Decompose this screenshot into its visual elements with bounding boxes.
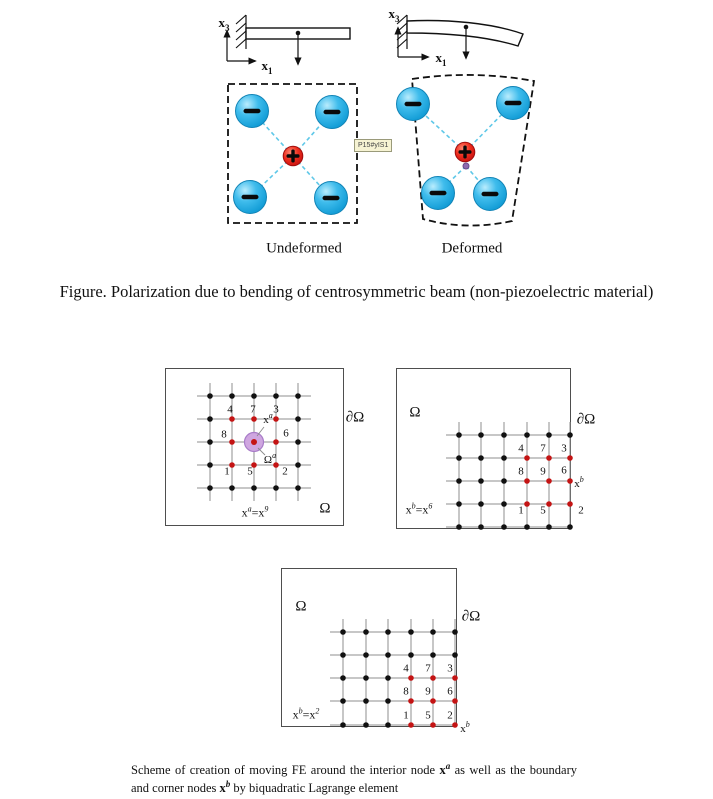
node-number-6: 6 (447, 685, 453, 698)
caption-text: Scheme of creation of moving FE around the interior node (131, 762, 440, 777)
moving-element-overlay (166, 369, 343, 525)
grid-node (524, 524, 530, 530)
active-node (567, 501, 573, 507)
node-number-6: 6 (561, 464, 567, 477)
node-number-7: 7 (425, 662, 431, 675)
grid-node (546, 524, 552, 530)
node-number-2: 2 (578, 504, 584, 517)
grid-node (363, 675, 369, 681)
grid-node (385, 722, 391, 728)
eq-sup: a (247, 504, 252, 514)
node-number-9: 9 (425, 685, 431, 698)
domain-label: Ω (409, 404, 421, 421)
grid-node (363, 698, 369, 704)
grid-node (501, 432, 507, 438)
axis-base: x (261, 58, 268, 74)
grid-node (501, 455, 507, 461)
grid-node (430, 652, 436, 658)
grid-node (524, 432, 530, 438)
eq-sup: 6 (428, 501, 433, 511)
eq-mid: =x (251, 505, 265, 520)
caption-text: as well as the boundary and corner nodes (131, 762, 577, 796)
grid-node (408, 652, 414, 658)
active-node (546, 501, 552, 507)
interior-node-label (263, 412, 273, 426)
grid-node (385, 698, 391, 704)
element-domain-label (264, 452, 276, 466)
fe-diagram-corner (281, 568, 481, 735)
active-node (408, 675, 414, 681)
grid-node (567, 524, 573, 530)
boundary-label (346, 411, 365, 426)
boundary-node-label (574, 476, 584, 490)
symbol-base: x (439, 762, 446, 777)
active-node (251, 439, 257, 445)
omega-symbol: Ω (353, 409, 365, 426)
grid-node (567, 432, 573, 438)
axis-sub: 1 (442, 57, 447, 68)
label-base: x (263, 413, 269, 426)
omega-symbol: Ω (584, 411, 596, 428)
grid-node (456, 478, 462, 484)
grid-node (340, 629, 346, 635)
node-number-5: 5 (425, 709, 431, 722)
partial-symbol: ∂ (345, 409, 354, 426)
label-sup: a (272, 451, 277, 461)
grid-node (430, 629, 436, 635)
grid-node (452, 629, 458, 635)
fe-diagram-interior (165, 368, 365, 526)
eq-sup: b (411, 501, 416, 511)
axis-sub: 1 (268, 65, 273, 76)
label-base: x (574, 477, 580, 490)
axis-base: x (388, 6, 395, 22)
interior-node-symbol (439, 760, 451, 777)
eq-base: x (241, 505, 248, 520)
node-number-4: 4 (518, 442, 524, 455)
eq-sup: b (298, 706, 303, 716)
node-number-1: 1 (224, 465, 230, 478)
active-node (567, 455, 573, 461)
boundary-node-symbol (220, 781, 231, 795)
active-node (452, 675, 458, 681)
grid-node (408, 629, 414, 635)
node-equation (293, 708, 320, 721)
grid-node (501, 478, 507, 484)
node-number-6: 6 (283, 427, 289, 440)
active-node (546, 478, 552, 484)
fe-scheme-caption (131, 759, 577, 796)
domain-label: Ω (319, 500, 331, 517)
node-equation (242, 506, 269, 519)
label-base: x (460, 722, 466, 735)
grid-node (478, 501, 484, 507)
node-number-4: 4 (403, 662, 409, 675)
active-node (524, 501, 530, 507)
grid-node (340, 675, 346, 681)
grid-node (478, 524, 484, 530)
active-node (430, 722, 436, 728)
partial-symbol: ∂ (461, 608, 470, 625)
fe-diagram-boundary (396, 368, 596, 529)
node-number-2: 2 (447, 709, 453, 722)
node-number-8: 8 (221, 428, 227, 441)
grid-node (456, 501, 462, 507)
label-sup: b (579, 475, 584, 485)
active-node (452, 698, 458, 704)
grid-node (340, 722, 346, 728)
grid-node (501, 501, 507, 507)
grid-node (363, 722, 369, 728)
boundary-label (462, 610, 481, 625)
eq-sup: 9 (264, 504, 269, 514)
active-node (524, 455, 530, 461)
node-number-8: 8 (518, 465, 524, 478)
active-node (452, 722, 458, 728)
label-sup: a (268, 411, 273, 421)
node-number-3: 3 (447, 662, 453, 675)
grid-node (546, 432, 552, 438)
grid-node (385, 629, 391, 635)
grid-node (456, 524, 462, 530)
domain-label: Ω (295, 598, 307, 615)
node-equation (406, 503, 433, 516)
axis-base: x (435, 50, 442, 66)
node-number-9: 9 (540, 465, 546, 478)
active-node (430, 698, 436, 704)
partial-symbol: ∂ (576, 411, 585, 428)
node-number-7: 7 (540, 442, 546, 455)
boundary-label (577, 413, 596, 428)
undeformed-label: Undeformed (266, 240, 342, 257)
grid-node (385, 652, 391, 658)
eq-mid: =x (302, 707, 316, 722)
figure-caption: Figure. Polarization due to bending of centrosymmetric beam (non-piezoelectric material) (59, 282, 654, 301)
corner-node-label (460, 721, 470, 735)
grid-node (478, 455, 484, 461)
symbol-sup: b (225, 779, 231, 790)
grid-node (456, 455, 462, 461)
node-number-3: 3 (561, 442, 567, 455)
grid-node (478, 478, 484, 484)
label-sup: b (465, 720, 470, 730)
active-node (546, 455, 552, 461)
grid-node (385, 675, 391, 681)
symbol-base: x (219, 781, 226, 796)
grid-node (363, 652, 369, 658)
node-number-5: 5 (540, 504, 546, 517)
grid-node (340, 652, 346, 658)
annotation-tag: P15#yIS1 (354, 139, 392, 152)
node-number-1: 1 (518, 504, 524, 517)
active-node (524, 478, 530, 484)
grid-node (363, 629, 369, 635)
caption-text: by biquadratic Lagrange element (230, 781, 399, 796)
axis-base: x (218, 15, 225, 31)
label-base: Ω (263, 453, 273, 466)
grid-node (456, 432, 462, 438)
node-grid (282, 569, 456, 726)
node-number-7: 7 (250, 403, 256, 416)
node-number-4: 4 (227, 403, 233, 416)
grid-node (478, 432, 484, 438)
node-number-5: 5 (247, 465, 253, 478)
eq-sup: 2 (315, 706, 320, 716)
grid-node (501, 524, 507, 530)
eq-base: x (292, 707, 299, 722)
node-number-8: 8 (403, 685, 409, 698)
grid-node (452, 652, 458, 658)
omega-symbol: Ω (469, 608, 481, 625)
active-node (430, 675, 436, 681)
axis-sub: 3 (225, 22, 230, 33)
active-node (567, 478, 573, 484)
node-number-1: 1 (403, 709, 409, 722)
eq-mid: =x (415, 502, 429, 517)
symbol-sup: a (445, 760, 451, 771)
eq-base: x (405, 502, 412, 517)
grid-node (340, 698, 346, 704)
node-number-2: 2 (282, 465, 288, 478)
axis-sub: 3 (395, 13, 400, 24)
node-number-3: 3 (273, 403, 279, 416)
active-node (408, 698, 414, 704)
active-node (408, 722, 414, 728)
deformed-label: Deformed (441, 240, 503, 257)
